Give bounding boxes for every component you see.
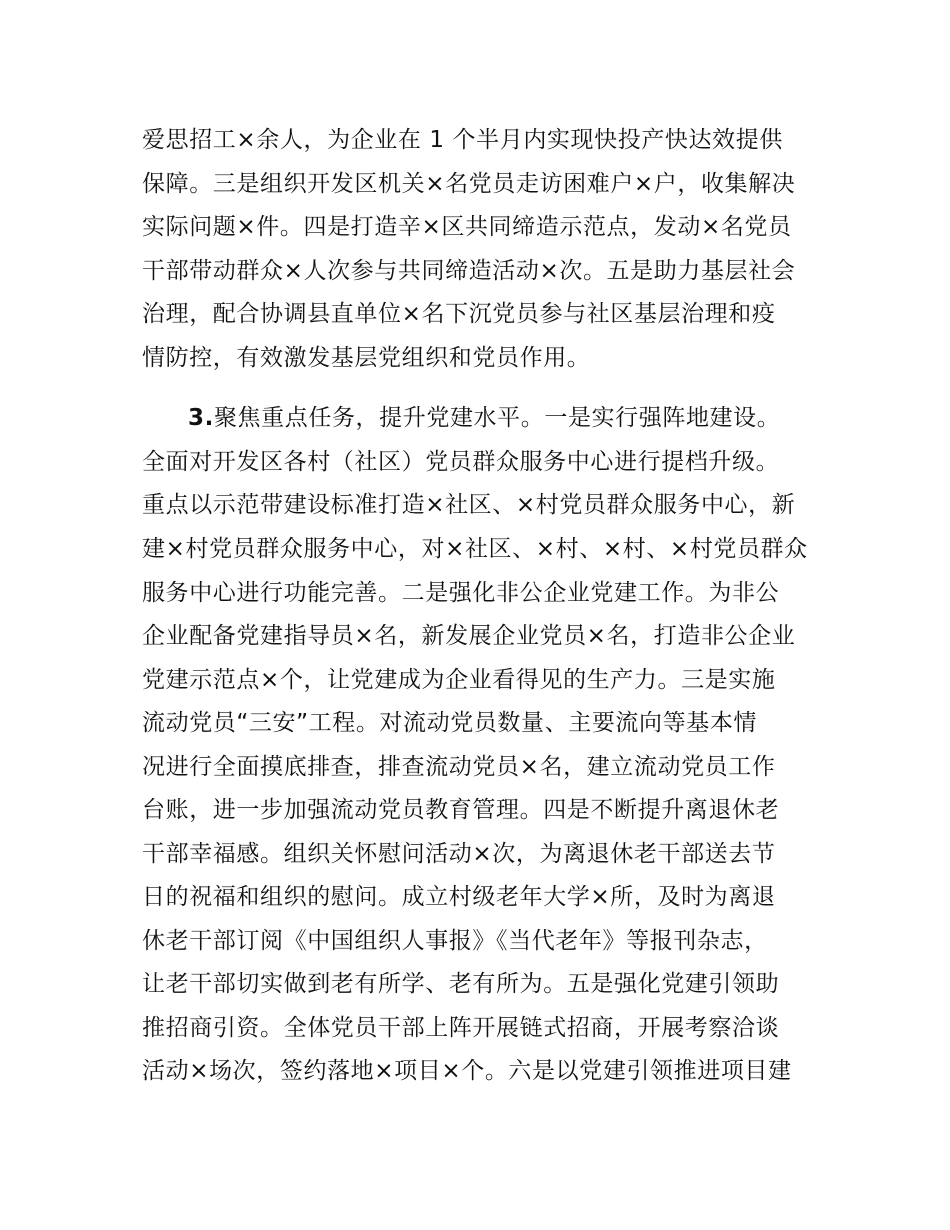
paragraph-1-line-6: 情防控，有效激发基层党组织和党员作用。 bbox=[142, 345, 591, 371]
paragraph-2-line-5: 服务中心进行功能完善。二是强化非公企业党建工作。为非公 bbox=[142, 580, 780, 606]
paragraph-2-line-11: 干部幸福感。组织关怀慰问活动×次，为离退休老干部送去节 bbox=[142, 841, 776, 867]
paragraph-2-line-3: 重点以示范带建设标准打造×社区、×村党员群众服务中心，新 bbox=[142, 492, 796, 518]
paragraph-2-line-7: 党建示范点×个，让党建成为企业看得见的生产力。三是实施 bbox=[142, 667, 776, 693]
section-number: 3. bbox=[188, 405, 214, 431]
paragraph-2-line-2: 全面对开发区各村（社区）党员群众服务中心进行提档升级。 bbox=[142, 449, 780, 475]
paragraph-1-line-4: 干部带动群众×人次参与共同缔造活动×次。五是助力基层社会 bbox=[142, 258, 796, 284]
paragraph-2-line-8: 流动党员“三安”工程。对流动党员数量、主要流向等基本情 bbox=[142, 710, 758, 736]
paragraph-2-line-13: 休老干部订阅《中国组织人事报》《当代老年》等报刊杂志， bbox=[142, 928, 768, 954]
paragraph-1-line-2: 保障。三是组织开发区机关×名党员走访困难户×户，收集解决 bbox=[142, 171, 796, 197]
paragraph-1-line-1: 爱思招工×余人，为企业在 1 个半月内实现快投产快达效提供 bbox=[142, 127, 783, 153]
paragraph-2-line-6: 企业配备党建指导员×名，新发展企业党员×名，打造非公企业 bbox=[142, 623, 796, 649]
paragraph-2-line-16: 活动×场次，签约落地×项目×个。六是以党建引领推进项目建 bbox=[142, 1058, 792, 1084]
paragraph-2-line-10: 台账，进一步加强流动党员教育管理。四是不断提升离退休老 bbox=[142, 797, 780, 823]
paragraph-2-line-9: 况进行全面摸底排查，排查流动党员×名，建立流动党员工作 bbox=[142, 754, 776, 780]
paragraph-2-line-4: 建×村党员群众服务中心，对×社区、×村、×村、×村党员群众 bbox=[142, 536, 808, 562]
paragraph-1-line-3: 实际问题×件。四是打造辛×区共同缔造示范点，发动×名党员 bbox=[142, 214, 792, 240]
paragraph-2-line-1: 聚焦重点任务，提升党建水平。一是实行强阵地建设。 bbox=[213, 405, 781, 431]
paragraph-2-first-line bbox=[188, 403, 780, 433]
paragraph-2-line-14: 让老干部切实做到老有所学、老有所为。五是强化党建引领助 bbox=[142, 971, 780, 997]
paragraph-2-line-15: 推招商引资。全体党员干部上阵开展链式招商，开展考察洽谈 bbox=[142, 1015, 780, 1041]
paragraph-1-line-5: 治理，配合协调县直单位×名下沉党员参与社区基层治理和疫 bbox=[142, 301, 776, 327]
paragraph-2-line-12: 日的祝福和组织的慰问。成立村级老年大学×所，及时为离退 bbox=[142, 884, 776, 910]
